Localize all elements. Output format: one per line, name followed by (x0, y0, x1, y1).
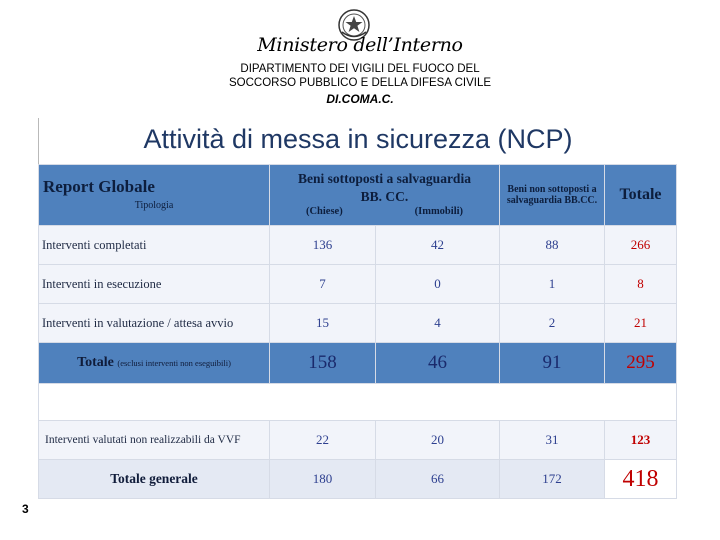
immobili-total-cell: 46 (376, 343, 500, 384)
slide-title: Attività di messa in sicurezza (NCP) (143, 124, 573, 154)
totale-generale-value: 418 (605, 460, 677, 499)
totale-cell: 123 (605, 421, 677, 460)
non-beni-cell: 88 (500, 226, 605, 265)
chiese-cell: 7 (270, 265, 376, 304)
immobili-cell: 20 (376, 421, 500, 460)
ministry-title: Ministero dell’Interno (257, 34, 463, 56)
beni-sub-header: BB. CC. (360, 189, 409, 204)
beni-header: Beni sottoposti a salvaguardia (298, 171, 471, 186)
report-global-header-cell (39, 165, 270, 226)
immobili-cell: 66 (376, 460, 500, 499)
table-row (39, 304, 677, 343)
non-beni-cell: 172 (500, 460, 605, 499)
totale-generale-label: Totale generale (39, 460, 270, 499)
totale-row-label: Totale (77, 355, 114, 370)
report-table (38, 164, 677, 499)
row-label: Interventi in esecuzione (39, 265, 270, 304)
non-beni-cell: 31 (500, 421, 605, 460)
table-row (39, 421, 677, 460)
immobili-cell: 0 (376, 265, 500, 304)
spacer-row (39, 384, 677, 421)
row-label: Interventi valutati non realizzabili da VVF (39, 421, 270, 460)
totale-row-label-cell (39, 343, 270, 384)
immobili-cell: 4 (376, 304, 500, 343)
page-number: 3 (22, 502, 29, 516)
department-line-1: DIPARTIMENTO DEI VIGILI DEL FUOCO DEL (240, 63, 480, 75)
non-beni-cell: 1 (500, 265, 605, 304)
totale-generale-row (39, 460, 677, 499)
row-label: Interventi in valutazione / attesa avvio (39, 304, 270, 343)
grand-total-cell: 295 (605, 343, 677, 384)
report-global-label: Report Globale (43, 177, 155, 196)
chiese-cell: 180 (270, 460, 376, 499)
beni-header-cell (270, 165, 500, 226)
immobili-cell: 42 (376, 226, 500, 265)
chiese-total-cell: 158 (270, 343, 376, 384)
table-header-row (39, 165, 677, 226)
chiese-cell: 15 (270, 304, 376, 343)
chiese-cell: 136 (270, 226, 376, 265)
non-beni-header: Beni non sottoposti a salvaguardia BB.CC. (500, 165, 605, 226)
row-label: Interventi completati (39, 226, 270, 265)
totale-cell: 266 (605, 226, 677, 265)
totale-cell: 21 (605, 304, 677, 343)
non-beni-cell: 2 (500, 304, 605, 343)
chiese-label: (Chiese) (305, 206, 343, 217)
unit-name: DI.COMA.C. (326, 92, 394, 106)
table-row (39, 265, 677, 304)
department-line-2: SOCCORSO PUBBLICO E DELLA DIFESA CIVILE (228, 77, 492, 89)
totale-row-note: (esclusi interventi non eseguibili) (117, 358, 231, 368)
chiese-cell: 22 (270, 421, 376, 460)
table-row (39, 226, 677, 265)
totale-header: Totale (605, 165, 677, 226)
immobili-label: (Immobili) (414, 206, 464, 217)
totale-cell: 8 (605, 265, 677, 304)
tipologia-label: Tipologia (134, 200, 174, 211)
non-beni-total-cell: 91 (500, 343, 605, 384)
totale-row (39, 343, 677, 384)
